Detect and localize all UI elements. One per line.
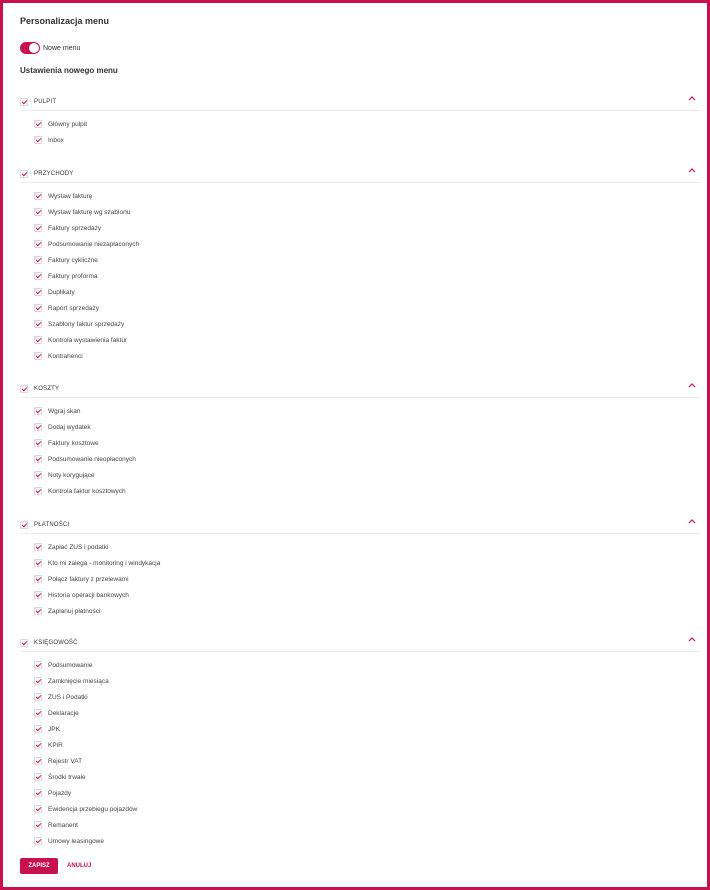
menu-item-checkbox[interactable] <box>34 559 42 567</box>
menu-item-checkbox[interactable] <box>34 741 42 749</box>
toggle-label: Nowe menu <box>43 44 81 52</box>
menu-item-row <box>34 673 137 689</box>
menu-section <box>20 519 700 615</box>
menu-item-label: Środki trwałe <box>48 773 86 781</box>
menu-item-row <box>34 116 87 132</box>
menu-item-label: Inbox <box>48 136 64 144</box>
menu-item-checkbox[interactable] <box>34 471 42 479</box>
menu-item-label: Faktury cykliczne <box>48 256 98 264</box>
menu-item-label: Dodaj wydatek <box>48 423 91 431</box>
menu-item-row <box>34 539 160 555</box>
section-label: KSIĘGOWOŚĆ <box>34 640 78 646</box>
menu-item-label: Faktury sprzedaży <box>48 224 102 232</box>
menu-section <box>20 168 700 360</box>
menu-item-row <box>34 204 139 220</box>
menu-item-row <box>34 833 137 849</box>
section-items <box>34 188 139 364</box>
menu-item-checkbox[interactable] <box>34 543 42 551</box>
menu-section <box>20 637 700 845</box>
menu-item-label: Kontrola faktur kosztowych <box>48 487 126 495</box>
chevron-up-icon[interactable] <box>687 165 697 175</box>
section-items <box>34 657 137 849</box>
section-checkbox[interactable] <box>20 521 28 529</box>
menu-item-checkbox[interactable] <box>34 455 42 463</box>
menu-item-label: Zamknięcie miesiąca <box>48 677 109 685</box>
menu-item-row <box>34 555 160 571</box>
new-menu-toggle-row <box>20 41 80 55</box>
menu-item-checkbox[interactable] <box>34 789 42 797</box>
menu-item-row <box>34 236 139 252</box>
footer-actions <box>20 858 91 874</box>
menu-section <box>20 96 700 144</box>
section-header <box>20 637 700 649</box>
menu-item-row <box>34 587 160 603</box>
menu-item-row <box>34 332 139 348</box>
menu-item-label: Szablony faktur sprzedaży <box>48 320 125 328</box>
menu-item-label: Duplikaty <box>48 288 75 296</box>
menu-item-row <box>34 220 139 236</box>
menu-item-checkbox[interactable] <box>34 136 42 144</box>
menu-item-checkbox[interactable] <box>34 677 42 685</box>
menu-item-checkbox[interactable] <box>34 336 42 344</box>
chevron-up-icon[interactable] <box>687 380 697 390</box>
section-divider <box>20 651 700 652</box>
menu-item-row <box>34 403 136 419</box>
menu-item-label: JPK <box>48 725 60 733</box>
menu-item-label: Podsumowanie nieopłaconych <box>48 455 136 463</box>
section-divider <box>20 533 700 534</box>
menu-item-checkbox[interactable] <box>34 757 42 765</box>
menu-item-checkbox[interactable] <box>34 423 42 431</box>
section-label: KOSZTY <box>34 386 60 392</box>
section-checkbox[interactable] <box>20 639 28 647</box>
menu-item-row <box>34 721 137 737</box>
settings-title: Ustawienia nowego menu <box>20 66 118 75</box>
new-menu-toggle[interactable] <box>20 42 40 54</box>
menu-item-row <box>34 284 139 300</box>
menu-item-checkbox[interactable] <box>34 240 42 248</box>
section-divider <box>20 110 700 111</box>
menu-item-label: Noty korygujące <box>48 471 95 479</box>
section-divider <box>20 182 700 183</box>
menu-item-checkbox[interactable] <box>34 272 42 280</box>
menu-item-label: Połącz faktury z przelewami <box>48 575 129 583</box>
section-items <box>34 539 160 619</box>
chevron-up-icon[interactable] <box>687 93 697 103</box>
menu-item-label: Umowy leasingowe <box>48 837 104 845</box>
menu-item-label: Zapłać ZUS i podatki <box>48 543 109 551</box>
menu-item-checkbox[interactable] <box>34 575 42 583</box>
menu-item-label: Remanent <box>48 821 78 829</box>
section-header <box>20 519 700 531</box>
menu-item-row <box>34 419 136 435</box>
menu-item-label: Kontrola wystawienia faktur <box>48 336 128 344</box>
menu-item-row <box>34 753 137 769</box>
menu-item-label: Kontrahenci <box>48 352 83 360</box>
menu-item-row <box>34 348 139 364</box>
menu-item-row <box>34 435 136 451</box>
section-items <box>34 116 87 148</box>
menu-item-label: Podsumowanie niezapłaconych <box>48 240 140 248</box>
toggle-knob <box>29 43 39 53</box>
menu-item-row <box>34 801 137 817</box>
menu-item-label: Faktury kosztowe <box>48 439 99 447</box>
menu-item-row <box>34 300 139 316</box>
menu-item-row <box>34 467 136 483</box>
menu-item-checkbox[interactable] <box>34 773 42 781</box>
menu-item-label: Główny pulpit <box>48 120 88 128</box>
menu-item-label: Zaplanuj płatności <box>48 607 101 615</box>
section-label: PULPIT <box>34 99 57 105</box>
section-header <box>20 383 700 395</box>
menu-item-row <box>34 188 139 204</box>
menu-item-row <box>34 785 137 801</box>
menu-item-label: Wystaw fakturę wg szablonu <box>48 208 131 216</box>
menu-item-label: Podsumowanie <box>48 661 93 669</box>
save-button[interactable]: ZAPISZ <box>20 858 58 874</box>
menu-item-row <box>34 657 137 673</box>
section-label: PŁATNOŚCI <box>34 522 70 528</box>
section-checkbox[interactable] <box>20 385 28 393</box>
menu-item-label: Kto mi zalega - monitoring i windykacja <box>48 559 161 567</box>
chevron-up-icon[interactable] <box>687 516 697 526</box>
menu-item-row <box>34 132 87 148</box>
menu-item-label: ZUS i Podatki <box>48 693 88 701</box>
menu-item-row <box>34 737 137 753</box>
menu-item-label: Faktury proforma <box>48 272 98 280</box>
menu-item-row <box>34 689 137 705</box>
menu-item-checkbox[interactable] <box>34 709 42 717</box>
menu-item-checkbox[interactable] <box>34 439 42 447</box>
menu-item-label: Ewidencja przebiegu pojazdów <box>48 805 138 813</box>
menu-item-label: Pojazdy <box>48 789 72 797</box>
section-checkbox[interactable] <box>20 98 28 106</box>
menu-item-checkbox[interactable] <box>34 192 42 200</box>
menu-item-checkbox[interactable] <box>34 837 42 845</box>
menu-item-checkbox[interactable] <box>34 607 42 615</box>
menu-item-row <box>34 316 139 332</box>
chevron-up-icon[interactable] <box>687 634 697 644</box>
menu-item-checkbox[interactable] <box>34 352 42 360</box>
menu-item-checkbox[interactable] <box>34 224 42 232</box>
menu-item-row <box>34 571 160 587</box>
menu-item-row <box>34 769 137 785</box>
menu-item-label: KPiR <box>48 741 63 749</box>
menu-item-checkbox[interactable] <box>34 821 42 829</box>
menu-section <box>20 383 700 495</box>
menu-item-checkbox[interactable] <box>34 725 42 733</box>
menu-item-label: Rejestr VAT <box>48 757 83 765</box>
menu-item-checkbox[interactable] <box>34 591 42 599</box>
menu-item-row <box>34 268 139 284</box>
menu-item-checkbox[interactable] <box>34 256 42 264</box>
menu-item-row <box>34 603 160 619</box>
section-divider <box>20 397 700 398</box>
page-title: Personalizacja menu <box>20 16 110 26</box>
section-checkbox[interactable] <box>20 170 28 178</box>
menu-item-row <box>34 483 136 499</box>
menu-item-label: Wystaw fakturę <box>48 192 93 200</box>
cancel-button[interactable]: ANULUJ <box>67 863 92 869</box>
menu-item-row <box>34 705 137 721</box>
menu-item-checkbox[interactable] <box>34 693 42 701</box>
section-items <box>34 403 136 499</box>
menu-item-checkbox[interactable] <box>34 407 42 415</box>
menu-item-checkbox[interactable] <box>34 288 42 296</box>
menu-item-label: Wgraj skan <box>48 407 81 415</box>
menu-item-checkbox[interactable] <box>34 120 42 128</box>
menu-item-row <box>34 817 137 833</box>
section-header <box>20 96 700 108</box>
menu-item-checkbox[interactable] <box>34 320 42 328</box>
section-header <box>20 168 700 180</box>
menu-item-checkbox[interactable] <box>34 208 42 216</box>
section-label: PRZYCHODY <box>34 171 74 177</box>
menu-item-checkbox[interactable] <box>34 661 42 669</box>
menu-item-label: Deklaracje <box>48 709 79 717</box>
menu-item-checkbox[interactable] <box>34 487 42 495</box>
menu-item-checkbox[interactable] <box>34 304 42 312</box>
menu-item-row <box>34 451 136 467</box>
menu-item-label: Raport sprzedaży <box>48 304 99 312</box>
menu-item-checkbox[interactable] <box>34 805 42 813</box>
menu-item-label: Historia operacji bankowych <box>48 591 129 599</box>
menu-item-row <box>34 252 139 268</box>
